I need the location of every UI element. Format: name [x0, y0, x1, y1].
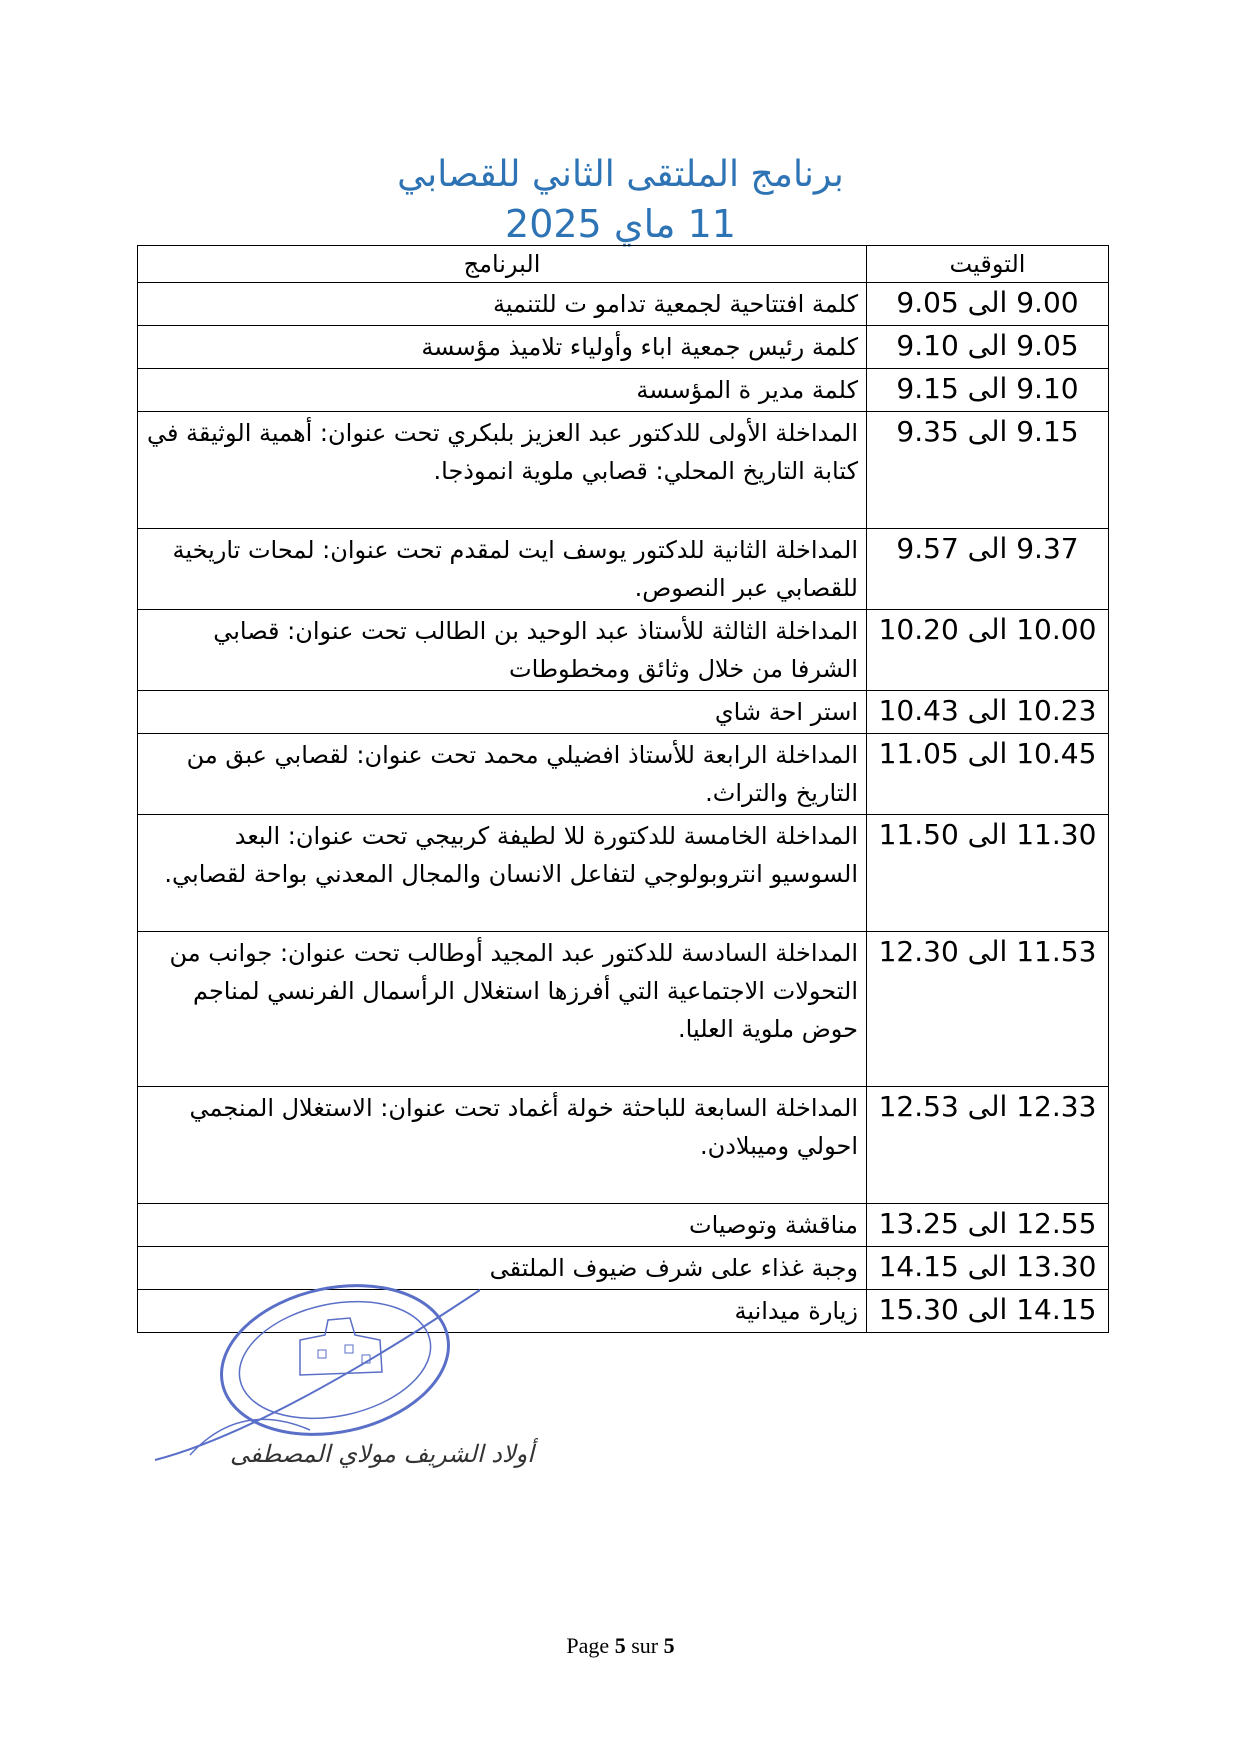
table-row [138, 815, 1109, 932]
time-cell [867, 1290, 1109, 1333]
time-cell [867, 283, 1109, 326]
header-time: التوقيت [867, 246, 1109, 283]
program-item: كلمة مدير ة المؤسسة [138, 369, 867, 412]
time-sep: الى [967, 1090, 1008, 1123]
table-row [138, 529, 1109, 610]
header-program: البرنامج [138, 246, 867, 283]
time-sep: الى [967, 818, 1008, 851]
time-cell [867, 815, 1109, 932]
time-sep: الى [967, 372, 1008, 405]
table-row [138, 691, 1109, 734]
time-to: 9.10 [896, 329, 959, 362]
program-item: المداخلة الخامسة للدكتورة للا لطيفة كربيجي تحت عنوان: البعد السوسيو انتروبولوجي لتفاعل الانسان والمجال المعدني بواحة لقصابي. [138, 815, 867, 932]
table-row [138, 283, 1109, 326]
program-item: المداخلة الرابعة للأستاذ افضيلي محمد تحت عنوان: لقصابي عبق من التاريخ والتراث. [138, 734, 867, 815]
table-row [138, 1087, 1109, 1204]
time-to: 11.05 [878, 737, 959, 770]
table-row [138, 412, 1109, 529]
time-cell [867, 932, 1109, 1087]
title-date: 11 ماي 2025 [505, 202, 736, 246]
time-sep: الى [967, 415, 1008, 448]
program-item: كلمة رئيس جمعية اباء وأولياء تلاميذ مؤسسة [138, 326, 867, 369]
time-sep: الى [967, 329, 1008, 362]
time-to: 14.15 [878, 1250, 959, 1283]
program-item: زيارة ميدانية [138, 1290, 867, 1333]
time-cell [867, 1204, 1109, 1247]
time-sep: الى [967, 1207, 1008, 1240]
time-cell [867, 691, 1109, 734]
time-from: 11.53 [1016, 935, 1097, 968]
time-from: 11.30 [1016, 818, 1097, 851]
time-cell [867, 1247, 1109, 1290]
program-item: استر احة شاي [138, 691, 867, 734]
title-line-1: برنامج الملتقى الثاني للقصابي [397, 154, 844, 195]
time-sep: الى [967, 1293, 1008, 1326]
table-row [138, 610, 1109, 691]
program-item: كلمة افتتاحية لجمعية تدامو ت للتنمية [138, 283, 867, 326]
program-item: المداخلة السابعة للباحثة خولة أغماد تحت عنوان: الاستغلال المنجمي احولي وميبلادن. [138, 1087, 867, 1204]
time-to: 11.50 [878, 818, 959, 851]
time-sep: الى [967, 935, 1008, 968]
time-from: 9.15 [1016, 415, 1079, 448]
table-row [138, 734, 1109, 815]
time-sep: الى [967, 694, 1008, 727]
document-title [0, 150, 1241, 248]
time-cell [867, 610, 1109, 691]
time-sep: الى [967, 532, 1008, 565]
table-header-row [138, 246, 1109, 283]
time-sep: الى [967, 613, 1008, 646]
program-item: المداخلة السادسة للدكتور عبد المجيد أوطالب تحت عنوان: جوانب من التحولات الاجتماعية التي أفرزها استغلال الرأسمال الفرنسي لمناجم حوض ملوية العليا. [138, 932, 867, 1087]
time-from: 12.55 [1016, 1207, 1097, 1240]
time-cell [867, 734, 1109, 815]
time-cell [867, 412, 1109, 529]
time-from: 9.10 [1016, 372, 1079, 405]
time-to: 9.15 [896, 372, 959, 405]
time-to: 10.20 [878, 613, 959, 646]
table-row [138, 1204, 1109, 1247]
program-item: المداخلة الأولى للدكتور عبد العزيز بلبكري تحت عنوان: أهمية الوثيقة في كتابة التاريخ المحلي: قصابي ملوية انموذجا. [138, 412, 867, 529]
time-from: 9.00 [1016, 286, 1079, 319]
time-cell [867, 529, 1109, 610]
time-from: 14.15 [1016, 1293, 1097, 1326]
time-from: 10.45 [1016, 737, 1097, 770]
footer-page-total: 5 [663, 1633, 675, 1658]
time-to: 12.30 [878, 935, 959, 968]
program-item: وجبة غذاء على شرف ضيوف الملتقى [138, 1247, 867, 1290]
table-row [138, 369, 1109, 412]
time-to: 13.25 [878, 1207, 959, 1240]
footer-prefix: Page [566, 1633, 610, 1658]
time-cell [867, 1087, 1109, 1204]
program-item: المداخلة الثانية للدكتور يوسف ايت لمقدم تحت عنوان: لمحات تاريخية للقصابي عبر النصوص. [138, 529, 867, 610]
program-item: مناقشة وتوصيات [138, 1204, 867, 1247]
signature: أولاد الشريف مولاي المصطفى [230, 1440, 534, 1468]
time-sep: الى [967, 286, 1008, 319]
time-from: 9.05 [1016, 329, 1079, 362]
time-cell [867, 326, 1109, 369]
time-cell [867, 369, 1109, 412]
time-sep: الى [967, 737, 1008, 770]
time-to: 10.43 [878, 694, 959, 727]
page-footer [0, 1633, 1241, 1659]
time-from: 9.37 [1016, 532, 1079, 565]
footer-middle: sur [631, 1633, 659, 1658]
time-to: 15.30 [878, 1293, 959, 1326]
time-from: 10.23 [1016, 694, 1097, 727]
time-to: 9.57 [896, 532, 959, 565]
time-to: 9.35 [896, 415, 959, 448]
time-sep: الى [967, 1250, 1008, 1283]
program-item: المداخلة الثالثة للأستاذ عبد الوحيد بن الطالب تحت عنوان: قصابي الشرفا من خلال وثائق ومخطوطات [138, 610, 867, 691]
time-from: 13.30 [1016, 1250, 1097, 1283]
table-row [138, 932, 1109, 1087]
table-row [138, 326, 1109, 369]
time-to: 9.05 [896, 286, 959, 319]
footer-page-number: 5 [614, 1633, 626, 1658]
time-from: 10.00 [1016, 613, 1097, 646]
program-table [137, 245, 1109, 1333]
time-to: 12.53 [878, 1090, 959, 1123]
time-from: 12.33 [1016, 1090, 1097, 1123]
